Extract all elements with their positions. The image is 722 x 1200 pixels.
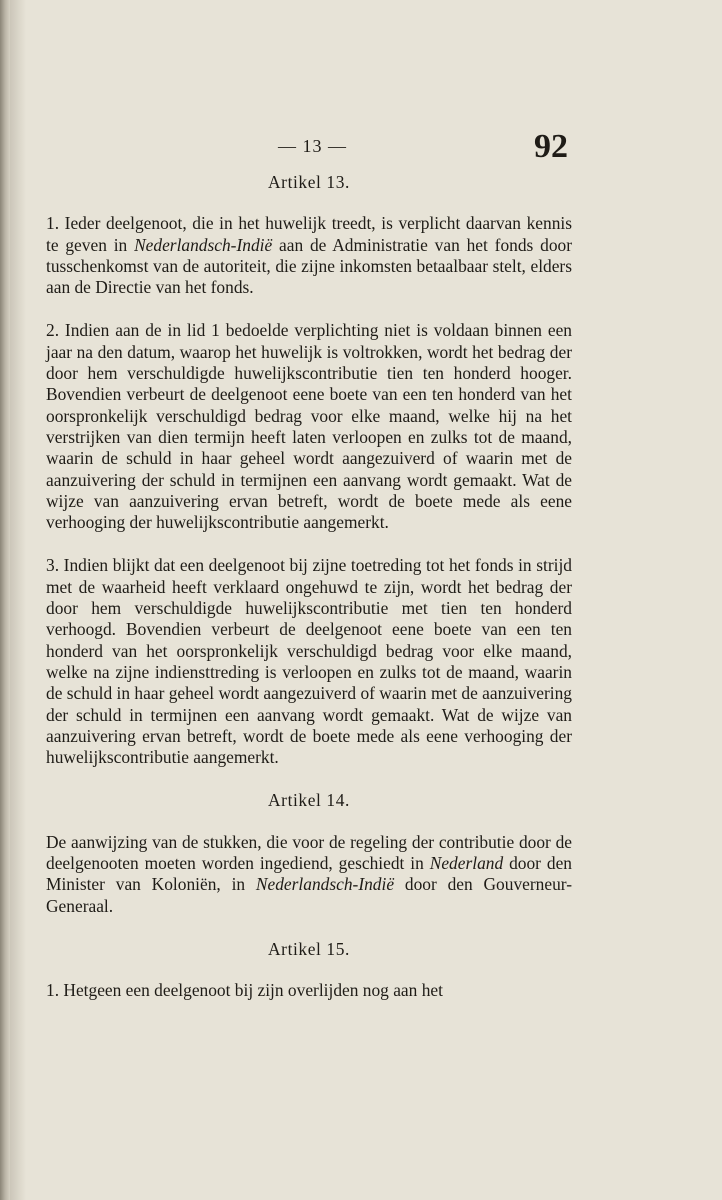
paragraph: 1. Hetgeen een deelgenoot bij zijn overlijden nog aan het <box>46 980 443 1001</box>
paragraph: 2. Indien aan de in lid 1 bedoelde verplichting niet is voldaan binnen een jaar na den datum, waarop het huwelijk is voltrokken, wordt het bedrag der door hem verschuldigde huwelijkscontributie tien ten honderd hooger. Bovendien verbeurt de deelgenoot eene boete van een ten honderd van het oorspronkelijk verschuldigd bedrag voor elke maand, welke hij na het verstrijken van dien termijn heeft laten verloopen en zulks tot de maand, waarin de schuld in haar geheel wordt aangezuiverd of waarin met de aanzuivering der schuld in termijnen een aanvang wordt gemaakt. Wat de wijze van aanzuivering ervan betreft, wordt de boete mede als eene verhooging der huwelijkscontributie aangemerkt. <box>46 320 572 533</box>
folio-number: 92 <box>534 128 568 165</box>
article-heading: Artikel 14. <box>268 790 350 811</box>
binding-shadow <box>10 0 26 1200</box>
article-heading: Artikel 13. <box>268 172 350 192</box>
paragraph: De aanwijzing van de stukken, die voor de regeling der contributie door de deelgenooten moeten worden ingediend, geschiedt in Nederland door den Minister van Koloniën, in Nederlandsch-Indië door den Gouverneur-Generaal. <box>46 831 572 916</box>
paragraph: 1. Ieder deelgenoot, die in het huwelijk treedt, is verplicht daarvan kennis te geven in Nederlandsch-Indië aan de Administratie van het fonds door tusschenkomst van de autoriteit, die zijne inkomsten betaalbaar stelt, elders aan de Directie van het fonds. <box>46 213 572 298</box>
page-header <box>0 128 722 168</box>
page-marker: — 13 — <box>278 136 347 156</box>
paragraph: 3. Indien blijkt dat een deelgenoot bij zijne toetreding tot het fonds in strijd met de waarheid heeft verklaard ongehuwd te zijn, wordt het bedrag der door hem verschuldigde huwelijkscontributie met tien ten honderd verhoogd. Bovendien verbeurt de deelgenoot eene boete van een ten honderd van het oorspronkelijk verschuldigd bedrag voor elke maand, welke na zijne indiensttreding is verloopen en zulks tot de maand, waarin de schuld in haar geheel wordt aangezuiverd of waarin met de aanzuivering der schuld in termijnen een aanvang wordt gemaakt. Wat de wijze van aanzuivering ervan betreft, wordt de boete mede als eene verhooging der huwelijkscontributie aangemerkt. <box>46 555 572 768</box>
article-heading: Artikel 15. <box>268 938 350 959</box>
body-text <box>46 172 572 1002</box>
page-binding-edge <box>0 0 10 1200</box>
